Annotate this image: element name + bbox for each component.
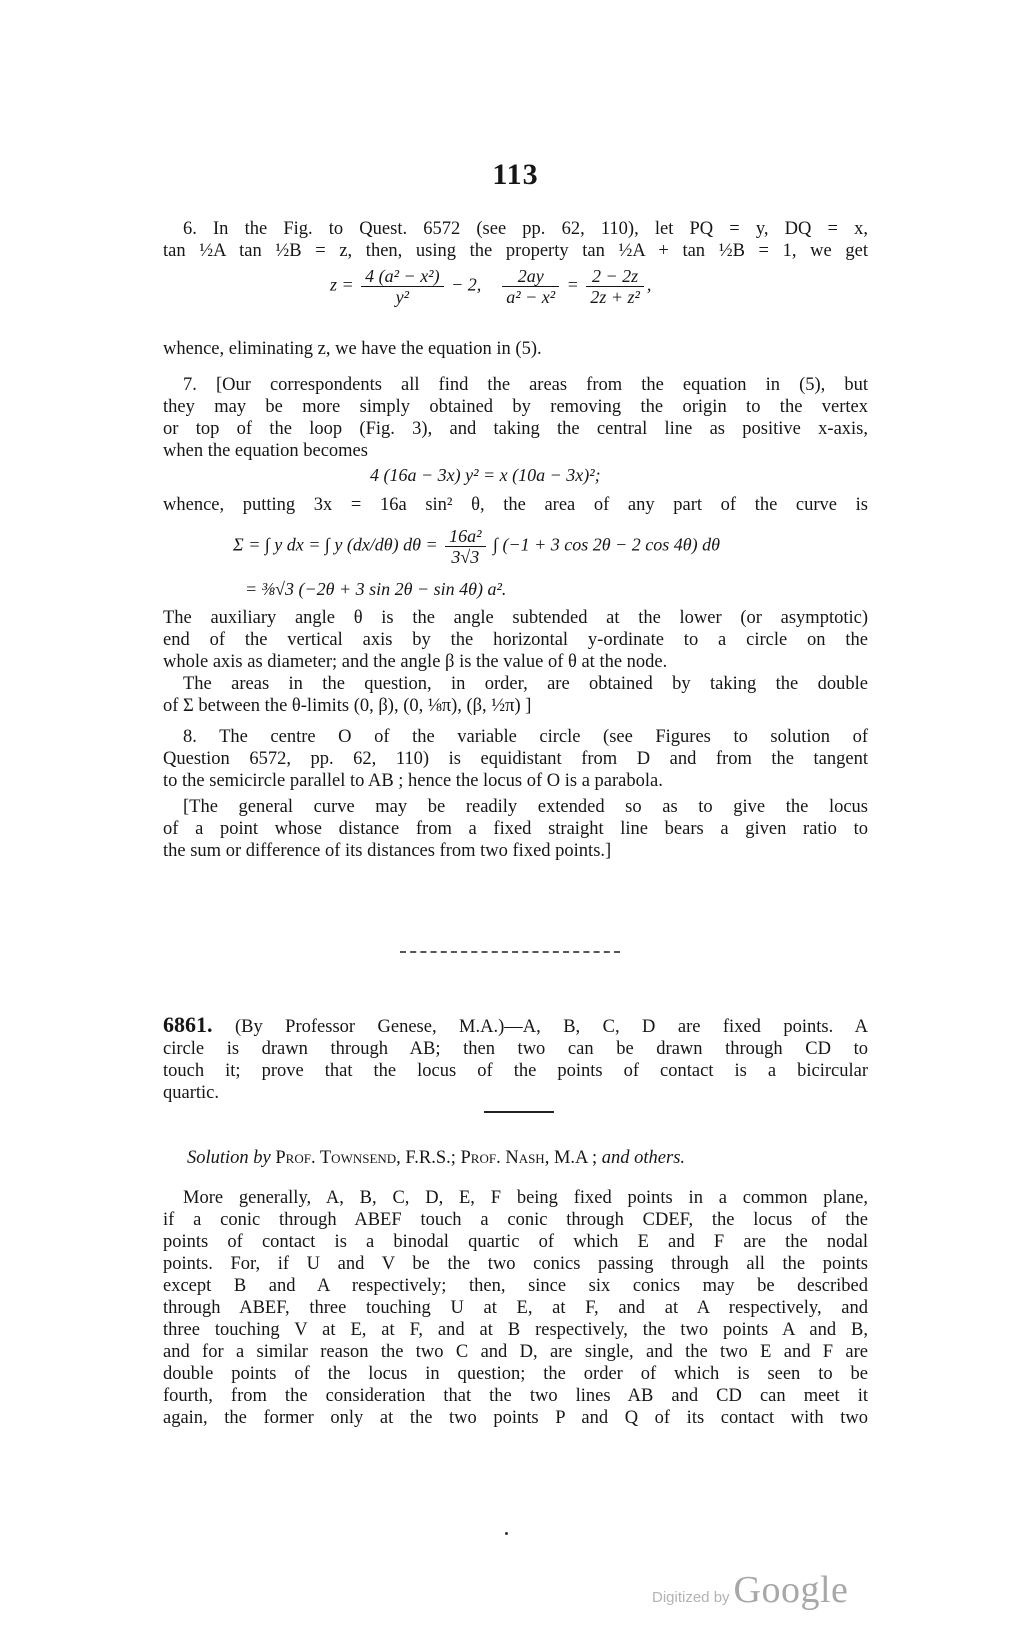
text-line: Question 6572, pp. 62, 110) is equidistant from D and from the tangent — [163, 749, 868, 769]
print-speck — [505, 1532, 508, 1535]
text-line: points of contact is a binodal quartic of which E and F are the nodal — [163, 1232, 868, 1252]
equation-area — [233, 526, 720, 567]
fraction-denominator: 3√3 — [451, 547, 480, 567]
item-7-text — [163, 374, 868, 462]
text-line: points. For, if U and V be the two conics passing through all the points — [163, 1254, 868, 1274]
item-7-putting — [163, 494, 868, 516]
text-line: quartic. — [163, 1083, 219, 1103]
text-line: to the semicircle parallel to AB ; hence the locus of O is a parabola. — [163, 771, 663, 791]
solution-others: and others. — [601, 1148, 686, 1168]
fraction-numerator: 2 − 2z — [586, 266, 644, 287]
item-7-auxiliary — [163, 607, 868, 717]
text-line: of Σ between the θ-limits (0, β), (0, ⅛π), (β, ½π) ] — [163, 696, 532, 716]
equation-part: z = — [330, 274, 354, 295]
text-line: of a point whose distance from a fixed straight line bears a given ratio to — [163, 819, 868, 839]
text-line: the sum or difference of its distances from two fixed points.] — [163, 841, 612, 861]
equation-part: = — [566, 274, 579, 295]
text-line: touch it; prove that the locus of the points of contact is a bicircular — [163, 1061, 868, 1081]
text-line: and for a similar reason the two C and D, are single, and the two E and F are — [163, 1342, 868, 1362]
equation-part: Σ = ∫ y dx = ∫ y (dx/dθ) dθ = — [233, 534, 438, 555]
fraction-denominator: y² — [395, 287, 410, 307]
text-line: whole axis as diameter; and the angle β is the value of θ at the node. — [163, 652, 668, 672]
question-number: 6861. — [163, 1012, 213, 1037]
item-6-conclusion — [163, 338, 868, 360]
solution-byline — [187, 1148, 685, 1169]
equation-part: − 2, — [451, 274, 482, 295]
text-line: they may be more simply obtained by removing the origin to the vertex — [163, 397, 868, 417]
equation-z — [330, 266, 651, 307]
text-line: again, the former only at the two points P and Q of its contact with two — [163, 1408, 868, 1428]
text-line: when the equation becomes — [163, 441, 368, 461]
text-line: fourth, from the consideration that the two lines AB and CD can meet it — [163, 1386, 868, 1406]
text-line: 6. In the Fig. to Quest. 6572 (see pp. 62, 110), let PQ = y, DQ = x, — [183, 219, 868, 239]
fraction — [445, 526, 485, 567]
text-line: if a conic through ABEF touch a conic through CDEF, the locus of the — [163, 1210, 868, 1230]
text-line: circle is drawn through AB; then two can be drawn through CD to — [163, 1039, 868, 1059]
fraction-numerator: 2ay — [502, 266, 559, 287]
digitized-by-label: Digitized by — [652, 1589, 730, 1606]
digitized-watermark — [652, 1568, 848, 1612]
question-6861 — [163, 1014, 868, 1104]
text-line: through ABEF, three touching U at E, at F, and at A respectively, and — [163, 1298, 868, 1318]
text-line: The auxiliary angle θ is the angle subtended at the lower (or asymptotic) — [163, 608, 868, 628]
text-line: whence, putting 3x = 16a sin² θ, the area of any part of the curve is — [163, 495, 868, 515]
equation-part: , — [646, 274, 652, 295]
equation-part: ∫ (−1 + 3 cos 2θ − 2 cos 4θ) dθ — [493, 534, 720, 555]
fraction-denominator: a² − x² — [506, 287, 556, 307]
text-line: 8. The centre O of the variable circle (see Figures to solution of — [183, 727, 868, 747]
text-line: The areas in the question, in order, are obtained by taking the double — [183, 674, 868, 694]
text-line: More generally, A, B, C, D, E, F being fixed points in a common plane, — [183, 1188, 868, 1208]
text-line: except B and A respectively; then, since six conics may be described — [163, 1276, 868, 1296]
google-logo: Google — [733, 1569, 849, 1611]
text-line: or top of the loop (Fig. 3), and taking the central line as positive x-axis, — [163, 419, 868, 439]
fraction-numerator: 16a² — [445, 526, 485, 547]
fraction — [586, 266, 644, 307]
item-6-text — [163, 218, 868, 262]
equation-curve: 4 (16a − 3x) y² = x (10a − 3x)²; — [370, 465, 601, 485]
text-line: three touching V at E, at F, and at B respectively, the two points A and B, — [163, 1320, 868, 1340]
fraction-denominator: 2z + z² — [590, 287, 640, 307]
text-line: double points of the locus in question; the order of which is seen to be — [163, 1364, 868, 1384]
equation-area-result: = ⅜√3 (−2θ + 3 sin 2θ − sin 4θ) a². — [245, 579, 507, 599]
text-line: 7. [Our correspondents all find the areas from the equation in (5), but — [183, 375, 868, 395]
question-divider — [484, 1111, 554, 1113]
text-line: end of the vertical axis by the horizontal y-ordinate to a circle on the — [163, 630, 868, 650]
question-statement: (By Professor Genese, M.A.)—A, B, C, D are fixed points. A — [234, 1017, 869, 1037]
text-line: whence, eliminating z, we have the equation in (5). — [163, 339, 542, 359]
item-8-note — [163, 796, 868, 862]
fraction — [502, 266, 559, 307]
text-line: tan ½A tan ½B = z, then, using the property tan ½A + tan ½B = 1, we get — [163, 241, 868, 261]
solution-label: Solution by — [187, 1148, 271, 1168]
text-line: [The general curve may be readily extended so as to give the locus — [183, 797, 868, 817]
solution-authors: Prof. Townsend, F.R.S.; Prof. Nash, M.A ; — [275, 1148, 598, 1168]
page-number: 113 — [492, 158, 539, 191]
section-divider — [400, 951, 620, 953]
solution-text — [163, 1187, 868, 1429]
fraction — [361, 266, 443, 307]
text-line — [163, 1014, 868, 1038]
fraction-numerator: 4 (a² − x²) — [361, 266, 443, 287]
item-8-text — [163, 726, 868, 792]
